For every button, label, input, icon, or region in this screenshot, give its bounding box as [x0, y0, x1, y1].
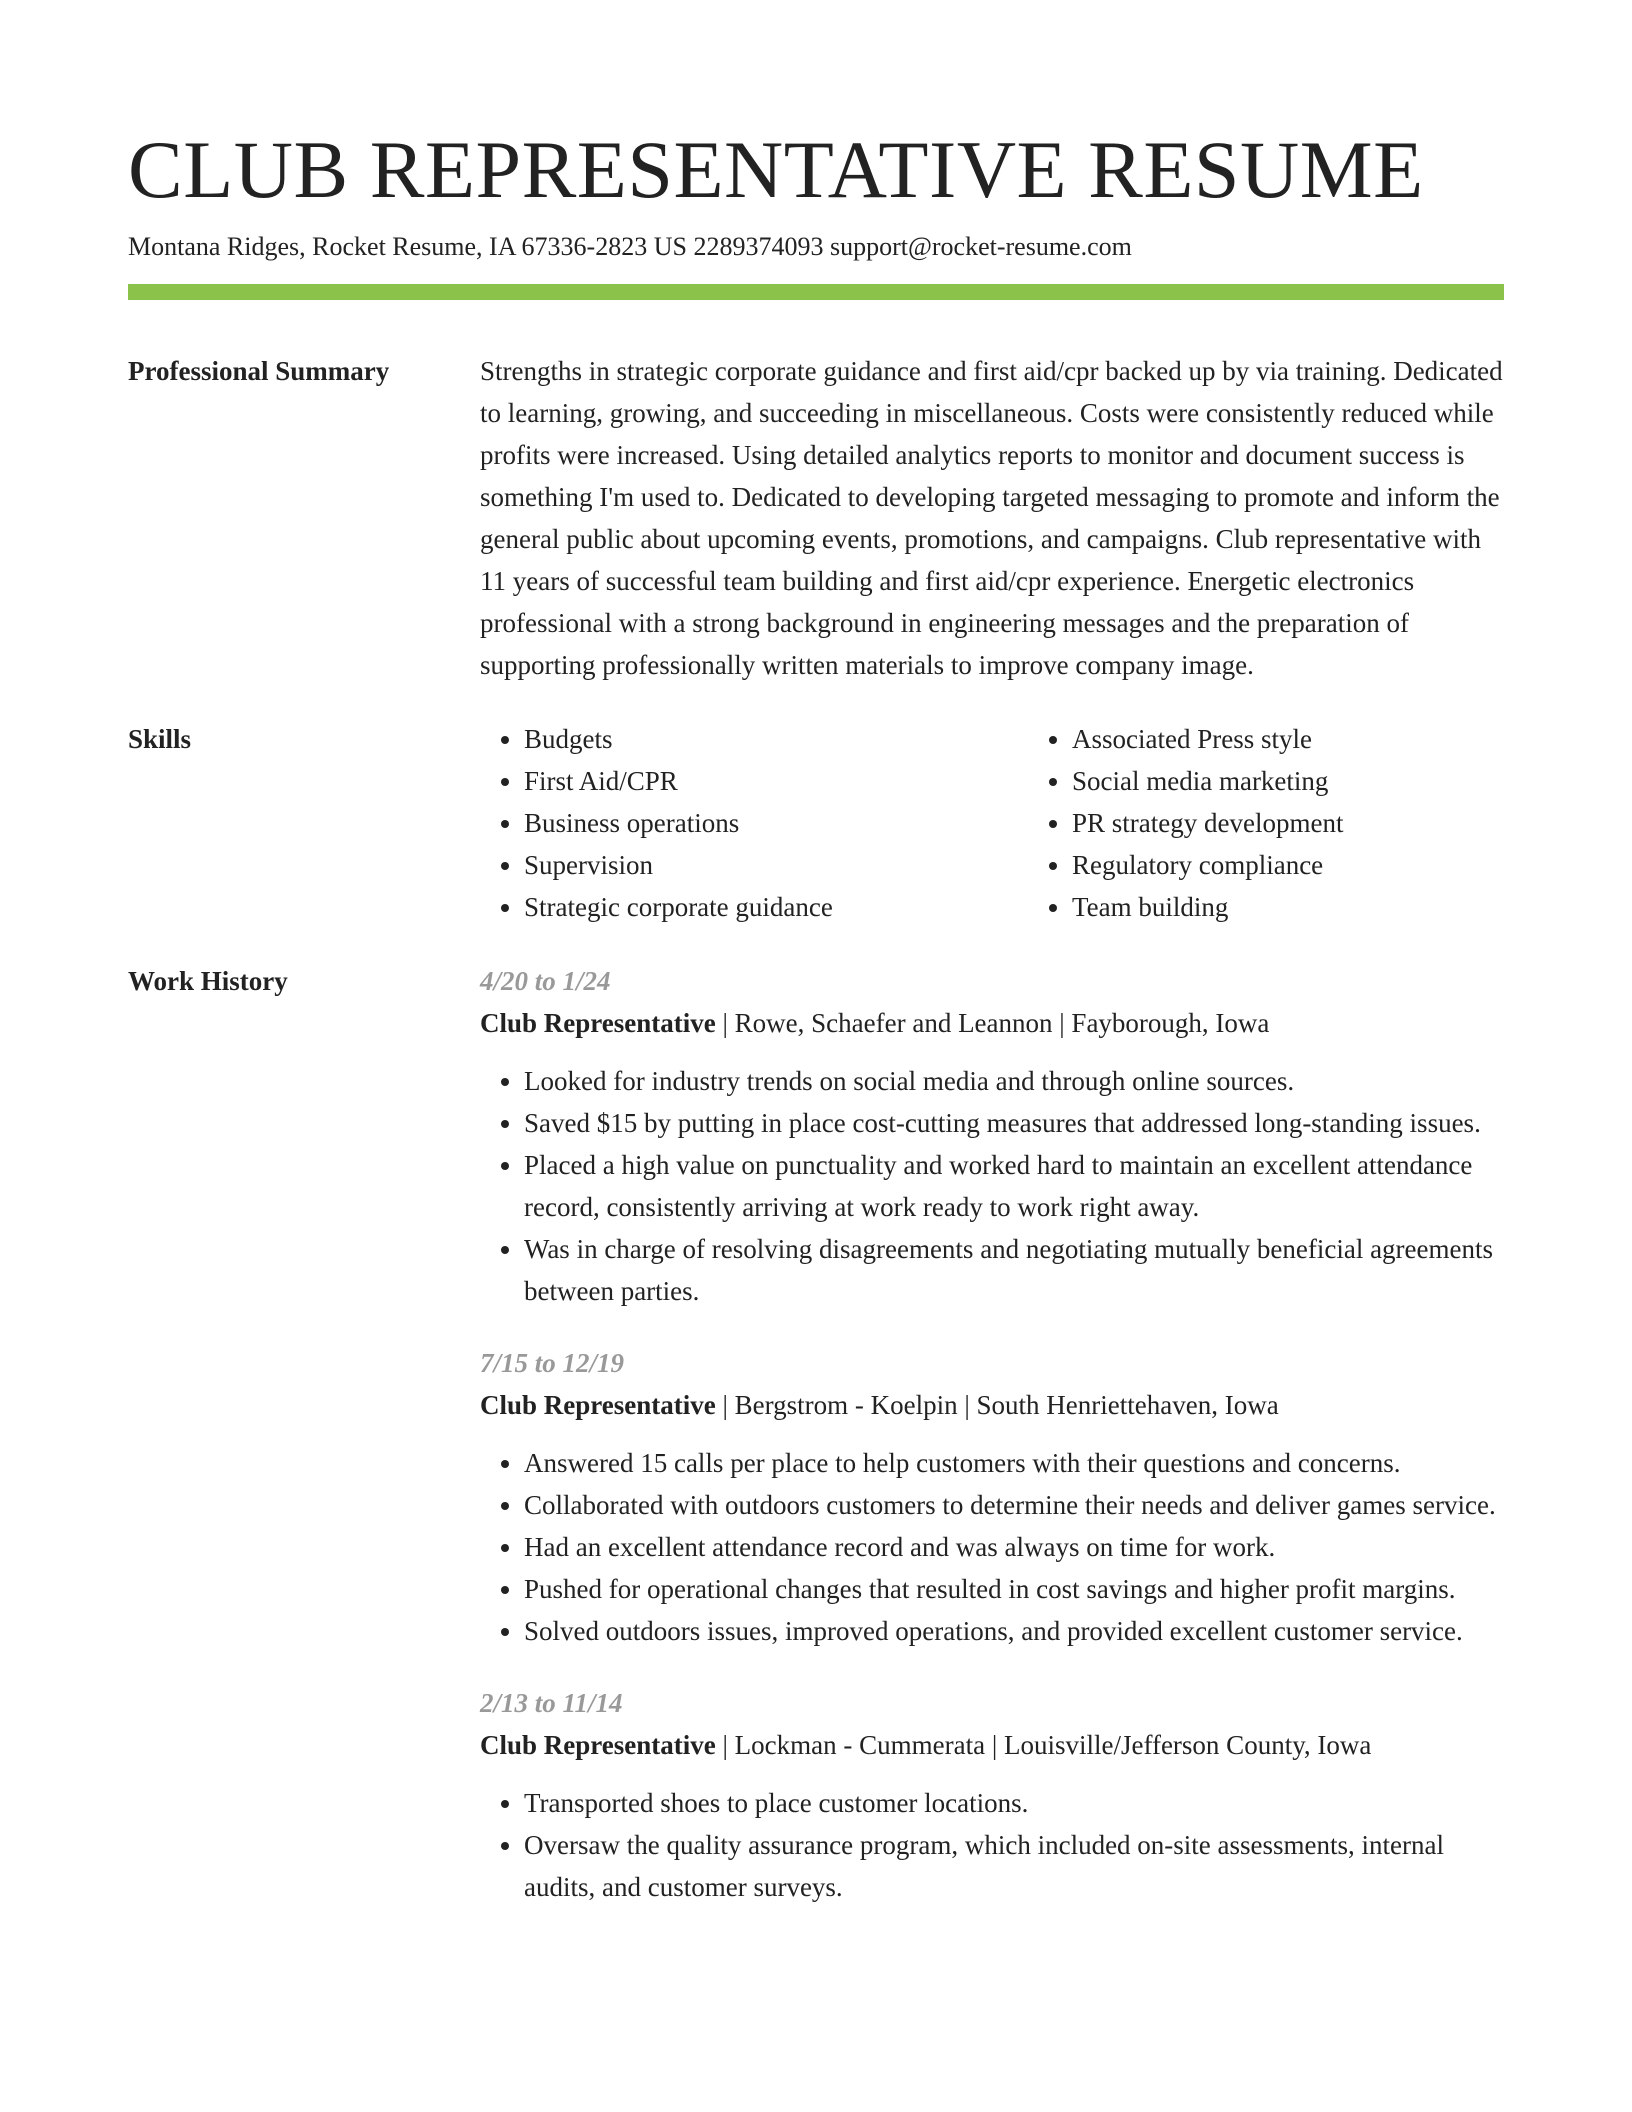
job-entry [480, 1342, 1504, 1652]
skill-item: • Regulatory compliance [1072, 844, 1576, 886]
skills-list-left [480, 718, 1028, 928]
section-label-work: Work History [128, 966, 288, 996]
job-title: Club Representative [480, 1730, 716, 1760]
job-dates: 4/20 to 1/24 [480, 966, 611, 996]
job-dates: 2/13 to 11/14 [480, 1688, 623, 1718]
job-bullets [480, 1782, 1504, 1908]
skill-item: • Strategic corporate guidance [524, 886, 1028, 928]
job-details: | Bergstrom - Koelpin | South Henriettehaven, Iowa [715, 1390, 1279, 1420]
resume-title: CLUB REPRESENTATIVE RESUME [128, 124, 1424, 215]
job-entry [480, 960, 1504, 1312]
job-bullet: • Looked for industry trends on social media and through online sources. [524, 1060, 1504, 1102]
skill-item: • Associated Press style [1072, 718, 1576, 760]
skill-item: • Business operations [524, 802, 1028, 844]
job-dates: 7/15 to 12/19 [480, 1348, 625, 1378]
job-bullet: • Placed a high value on punctuality and worked hard to maintain an excellent attendance record, consistently arriving at work ready to work right away. [524, 1144, 1504, 1228]
skill-item: • Team building [1072, 886, 1576, 928]
job-title: Club Representative [480, 1008, 716, 1038]
job-entry [480, 1682, 1504, 1908]
job-heading [480, 1002, 1504, 1044]
job-title: Club Representative [480, 1390, 716, 1420]
job-bullet: • Transported shoes to place customer locations. [524, 1782, 1504, 1824]
job-heading [480, 1724, 1504, 1766]
job-details: | Lockman - Cummerata | Louisville/Jefferson County, Iowa [715, 1730, 1372, 1760]
skill-item: • Budgets [524, 718, 1028, 760]
skill-item: • Social media marketing [1072, 760, 1576, 802]
section-label-summary: Professional Summary [128, 356, 390, 386]
job-bullet: • Had an excellent attendance record and was always on time for work. [524, 1526, 1504, 1568]
contact-info: Montana Ridges, Rocket Resume, IA 67336-2823 US 2289374093 support@rocket-resume.com [128, 232, 1132, 261]
skills-columns [480, 718, 1576, 928]
job-bullets [480, 1442, 1504, 1652]
summary-text: Strengths in strategic corporate guidance and first aid/cpr backed up by via training. Dedicated to learning, growing, and succeeding in miscellaneous. Costs were consistently reduced while profits were increased. Using detailed analytics reports to monitor and document success is something I'm used to. Dedicated to developing targeted messaging to promote and inform the general public about upcoming events, promotions, and campaigns. Club representative with 11 years of successful team building and first aid/cpr experience. Energetic electronics professional with a strong background in engineering messages and the preparation of supporting professionally written materials to improve company image. [480, 356, 1503, 680]
work-history-section [128, 960, 1504, 1938]
job-bullet: • Solved outdoors issues, improved operations, and provided excellent customer service. [524, 1610, 1504, 1652]
section-label-skills: Skills [128, 724, 192, 754]
job-details: | Rowe, Schaefer and Leannon | Fayborough, Iowa [715, 1008, 1270, 1038]
skill-item: • PR strategy development [1072, 802, 1576, 844]
job-bullet: • Was in charge of resolving disagreements and negotiating mutually beneficial agreements between parties. [524, 1228, 1504, 1312]
job-bullet: • Collaborated with outdoors customers to determine their needs and deliver games service. [524, 1484, 1504, 1526]
skills-section [128, 718, 1504, 928]
skills-list-right [1028, 718, 1576, 928]
job-heading [480, 1384, 1504, 1426]
accent-divider [128, 284, 1504, 300]
job-bullet: • Saved $15 by putting in place cost-cutting measures that addressed long-standing issues. [524, 1102, 1504, 1144]
job-bullet: • Oversaw the quality assurance program, which included on-site assessments, internal audits, and customer surveys. [524, 1824, 1504, 1908]
job-bullet: • Answered 15 calls per place to help customers with their questions and concerns. [524, 1442, 1504, 1484]
job-bullets [480, 1060, 1504, 1312]
summary-section [128, 350, 1504, 686]
work-history-list [480, 960, 1504, 1938]
job-bullet: • Pushed for operational changes that resulted in cost savings and higher profit margins. [524, 1568, 1504, 1610]
skill-item: • Supervision [524, 844, 1028, 886]
skill-item: • First Aid/CPR [524, 760, 1028, 802]
